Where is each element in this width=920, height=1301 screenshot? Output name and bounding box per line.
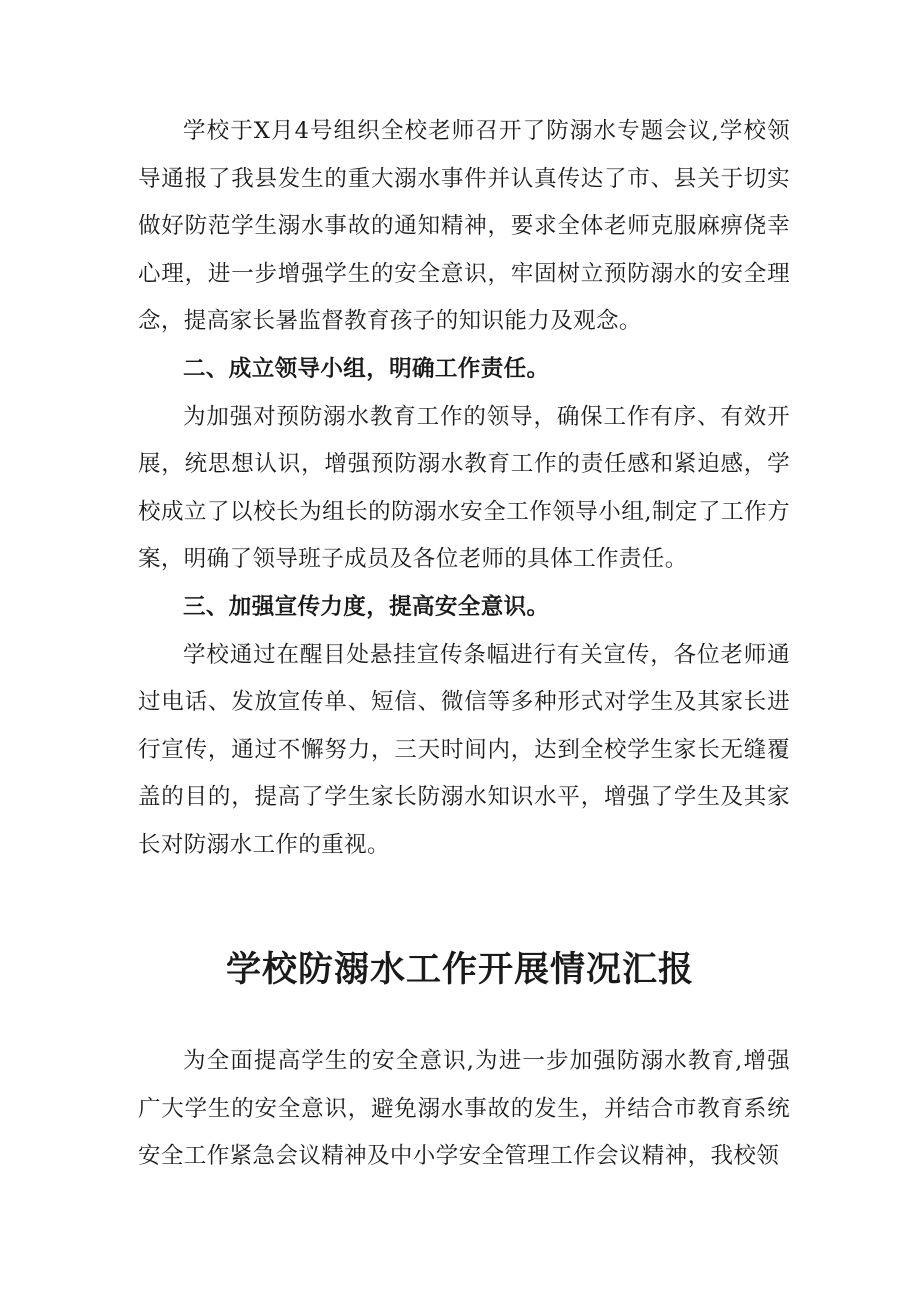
meeting-paragraph: 学校于X月4号组织全校老师召开了防溺水专题会议,学校领导通报了我县发生的重大溺水事件并认真传达了市、县关于切实做好防范学生溺水事故的通知精神，要求全体老师克服麻痹侥幸心理，进一步增强学生的安全意识，牢固树立预防溺水的安全理念，提高家长暑监督教育孩子的知识能力及观念。 <box>138 118 790 335</box>
publicity-paragraph: 学校通过在醒目处悬挂宣传条幅进行有关宣传，各位老师通过电话、发放宣传单、短信、微信等多种形式对学生及其家长进行宣传，通过不懈努力，三天时间内，达到全校学生家长无缝覆盖的目的，提高了学生家长防溺水知识水平，增强了学生及其家长对防溺水工作的重视。 <box>138 641 790 858</box>
leadership-paragraph: 为加强对预防溺水教育工作的领导，确保工作有序、有效开展，统思想认识，增强预防溺水教育工作的责任感和紧迫感，学校成立了以校长为组长的防溺水安全工作领导小组,制定了工作方案，明确了领导班子成员及各位老师的具体工作责任。 <box>138 403 790 573</box>
report-body <box>138 1038 790 1181</box>
section-heading-leadership: 二、成立领导小组，明确工作责任。 <box>183 355 550 382</box>
report-title: 学校防溺水工作开展情况汇报 <box>225 950 694 990</box>
previous-report-body <box>138 108 790 870</box>
report-intro-paragraph: 为全面提高学生的安全意识,为进一步加强防溺水教育,增强广大学生的安全意识，避免溺水事故的发生，并结合市教育系统安全工作紧急会议精神及中小学安全管理工作会议精神，我校领 <box>138 1048 790 1170</box>
section-heading-publicity: 三、加强宣传力度，提高安全意识。 <box>183 593 550 620</box>
